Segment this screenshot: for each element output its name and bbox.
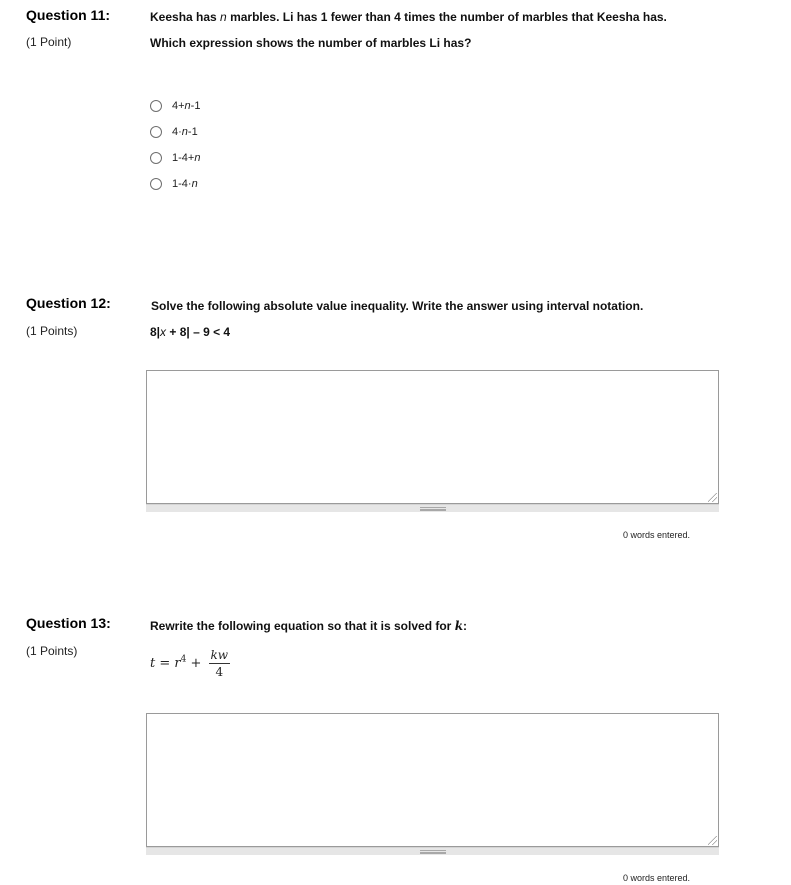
question-13-text: Rewrite the following equation so that it is solved for k:	[150, 619, 468, 633]
grip-lines-icon	[420, 507, 446, 511]
answer-textarea-13[interactable]	[146, 713, 719, 847]
question-13-points: (1 Points)	[26, 644, 78, 658]
option-label: 4+n-1	[172, 100, 201, 112]
question-11-title: Question 11:	[26, 7, 111, 23]
radio-button[interactable]	[150, 178, 162, 190]
resize-handle-bar[interactable]	[146, 847, 719, 855]
resize-grip-icon[interactable]	[708, 493, 717, 502]
resize-grip-icon[interactable]	[708, 836, 717, 845]
word-count-13: 0 words entered.	[622, 873, 690, 883]
question-12-expression: 8|x + 8| – 9 < 4	[150, 325, 231, 339]
option-label: 4·n-1	[172, 126, 198, 138]
question-11-prompt: Which expression shows the number of marbles Li has?	[150, 36, 472, 50]
resize-handle-bar[interactable]	[146, 504, 719, 512]
radio-button[interactable]	[150, 100, 162, 112]
radio-button[interactable]	[150, 152, 162, 164]
option-1[interactable]	[150, 97, 200, 115]
question-13-title: Question 13:	[26, 615, 111, 631]
option-label: 1-4·n	[172, 178, 198, 190]
option-4[interactable]	[150, 175, 198, 193]
option-2[interactable]	[150, 123, 198, 141]
radio-button[interactable]	[150, 126, 162, 138]
answer-textarea-12[interactable]	[146, 370, 719, 504]
word-count-12: 0 words entered.	[622, 530, 690, 540]
question-12-title: Question 12:	[26, 295, 111, 311]
variable-k: k	[454, 619, 464, 633]
question-11-points: (1 Point)	[26, 35, 72, 49]
question-12-text: Solve the following absolute value inequality. Write the answer using interval notation.	[151, 299, 644, 313]
fraction: $\frac{kw}{4}$	[210, 648, 229, 679]
grip-lines-icon	[420, 850, 446, 854]
option-3[interactable]	[150, 149, 200, 167]
question-13-equation: $t = r^4$ + $\frac{kw}{4}$	[150, 648, 229, 679]
question-12-points: (1 Points)	[26, 324, 78, 338]
variable-n: n	[220, 10, 227, 24]
question-11-text: Keesha has n marbles. Li has 1 fewer than 4 times the number of marbles that Keesha has.	[150, 10, 667, 24]
option-label: 1-4+n	[172, 152, 201, 164]
